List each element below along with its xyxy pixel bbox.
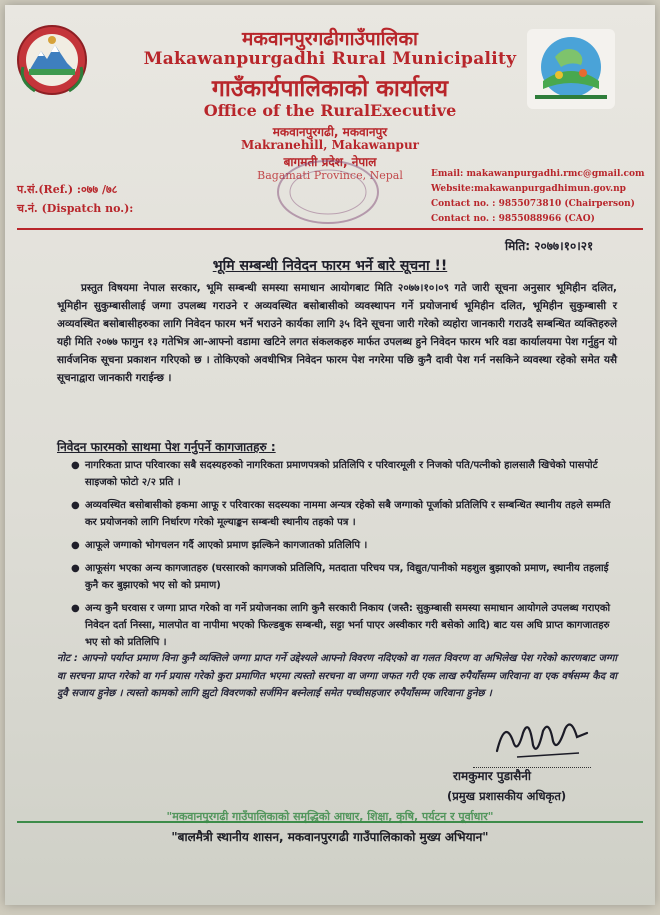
office-stamp-icon <box>273 157 383 227</box>
address-english: Makranehill, Makawanpur <box>240 138 419 152</box>
province-nepali: बागमती प्रदेश, नेपाल <box>283 155 377 169</box>
list-item <box>71 457 617 491</box>
office-name-english: Office of the RuralExecutive <box>203 101 457 120</box>
required-documents-heading: निवेदन फारमको साथमा पेश गर्नुपर्ने कागजातहरु : <box>57 440 276 454</box>
reference-number: प.सं.(Ref.) :०७७ /७८ <box>17 183 118 196</box>
bullet-icon: ● <box>71 603 80 614</box>
list-item-text: आफूले जग्गाको भोगचलन गर्दै आएको प्रमाण झल्किने कागजातको प्रतिलिपि । <box>85 540 368 551</box>
notice-date: मिति: २०७७।१०।२१ <box>505 239 594 253</box>
list-item <box>71 537 617 554</box>
bullet-icon: ● <box>71 540 80 551</box>
list-item-text: अव्यवस्थित बसोबासीको हकमा आफू र परिवारका सदस्यका नाममा अन्यत्र रहेको सबै जग्गाको पूर्जाको प्रतिलिपि र सम्बन्धित स्थानीय तहले सम्मति कर प्रयोजनको लागि निर्धारण गरेको मूल्याङ्कन सम्बन्धी स्थानीय तहको पत्र । <box>85 500 611 528</box>
list-item <box>71 560 617 594</box>
letterhead-divider <box>17 228 643 230</box>
footer-slogan-1: "मकवानपुरगढी गाउँपालिकाको समृद्धिको आधार, शिक्षा, कृषि, पर्यटन र पूर्वाधार" <box>166 810 494 823</box>
notice-body-paragraph: प्रस्तुत विषयमा नेपाल सरकार, भूमि सम्बन्धी समस्या समाधान आयोगबाट मिति २०७७।१०।०९ गते जारी सूचना अनुसार भूमिहीन दलित, भूमिहीन सुकुम्बासीलाई जग्गा उपलब्ध गराउने र अव्यवस्थित बसोबासीको व्यवस्थापन गर्ने प्रयोजनार्थ भूमिहीन दलित, भूमिहीन सुकुम्बासी र अव्यवस्थित बसोबासीहरुका लागि निवेदन फारम भर्ने भराउने कार्यका लागि ३५ दिने सूचना जारी गरेको व्यहोरा जानकारी गराउदै सम्बन्धित व्यक्तिहरुले यही मिति २०७७ फागुन १३ गतेभित्र आ-आफ्नो वडामा खटिने लगत संकलकहरु मार्फत उपलब्ध हुने निवेदन फारम भरि वडा कार्यालयमा पेश गर्नुहुन यो सार्वजनिक सूचना प्रकाशन गरिएको छ । तोकिएको अवधीभित्र निवेदन फारम पेश नगरेमा पछि कुनै दावी पेश गर्न नसकिने व्यवस्था रहेको समेत यसै सूचनाद्वारा जानकारी गराईन्छ । <box>57 282 617 385</box>
list-item <box>71 497 617 531</box>
dispatch-number: च.नं. (Dispatch no.): <box>17 202 134 215</box>
list-item-text: नागरिकता प्राप्त परिवारका सबै सदस्यहरुको नागरिकता प्रमाणपत्रको प्रतिलिपि र परिवारमूली र निजको पति/पत्नीको हालसालै खिचेको पासपोर्ट साइजको फोटो २/२ प्रति । <box>85 460 598 488</box>
handwritten-signature-icon <box>487 711 597 767</box>
address-nepali: मकवानपुरगढी, मकवानपुर <box>272 125 388 139</box>
office-name-nepali: गाउँकार्यपालिकाको कार्यालय <box>211 76 449 102</box>
bullet-icon: ● <box>71 563 80 574</box>
bullet-icon: ● <box>71 500 80 511</box>
signatory-title: (प्रमुख प्रशासकीय अधिकृत) <box>447 789 567 803</box>
organization-name-nepali: मकवानपुरगढीगाउँपालिका <box>242 28 418 50</box>
contact-chairperson: Contact no. : 9855073810 (Chairperson) <box>431 199 635 209</box>
notice-letter-page <box>5 5 655 905</box>
bullet-icon: ● <box>71 460 80 471</box>
list-item-text: अन्य कुनै घरवास र जग्गा प्राप्त गरेको वा गर्ने प्रयोजनका लागि कुनै सरकारी निकाय (जस्तै: सुकुम्बासी समस्या समाधान आयोगले उपलब्ध गराएको निवेदन दर्ता निस्सा, मालपोत वा नापीमा भएको फिल्डबुक सम्बन्धी, सट्टा भर्ना पाएर अस्वीकार गरी बसेको आदि) बाट यस अघि प्राप्त कागजातहरु भए सो को प्रतिलिपि । <box>85 603 611 648</box>
organization-name-english: Makawanpurgadhi Rural Municipality <box>143 49 517 69</box>
list-item-text: आफूसंग भएका अन्य कागजातहरु (घरसारको कागजको प्रतिलिपि, मतदाता परिचय पत्र, विद्युत/पानीको महशुल बुझाएको प्रमाण, स्थानीय तहलाई कुनै कर बुझाएको भए सो को प्रमाण) <box>85 563 609 591</box>
footer-slogan-2: "बालमैत्री स्थानीय शासन, मकवानपुरगढी गाउँपालिकाको मुख्य अभियान" <box>171 830 489 844</box>
contact-website: Website:makawanpurgadhimun.gov.np <box>431 184 626 194</box>
list-item <box>71 600 617 651</box>
notice-title: भूमि सम्बन्धी निवेदन फारम भर्ने बारे सूचना !! <box>212 258 448 274</box>
legal-note: नोट : आफ्नो पर्याप्त प्रमाण विना कुनै व्यक्तिले जग्गा प्राप्त गर्ने उद्देश्यले आफ्नो विवरण नदिएको वा गलत विवरण वा अभिलेख पेश गरेको कारणबाट जग्गा वा सरचना प्राप्त गरेको वा गर्न प्रयास गरेको कुरा प्रमाणित भएमा त्यस्तो सरचना वा जग्गा जफत गरी एक लाख रुपैयाँसम्म जरिवाना वा एक वर्षसम्म कैद वा दुवै सजाय हुनेछ । त्यस्तो कामको लागि झुटो विवरणको सर्जमिन बस्नेलाई समेत पच्चीसहजार रुपैयाँसम्म जरिवाना हुनेछ । <box>57 653 617 700</box>
province-english: Bagamati Province, Nepal <box>257 169 403 182</box>
contact-cao: Contact no. : 9855088966 (CAO) <box>431 214 595 224</box>
contact-email: Email: makawanpurgadhi.rmc@gmail.com <box>431 169 645 179</box>
signatory-name: रामकुमार पुडासैनी <box>453 769 532 783</box>
required-documents-list <box>71 457 617 657</box>
footer-divider <box>17 821 643 823</box>
